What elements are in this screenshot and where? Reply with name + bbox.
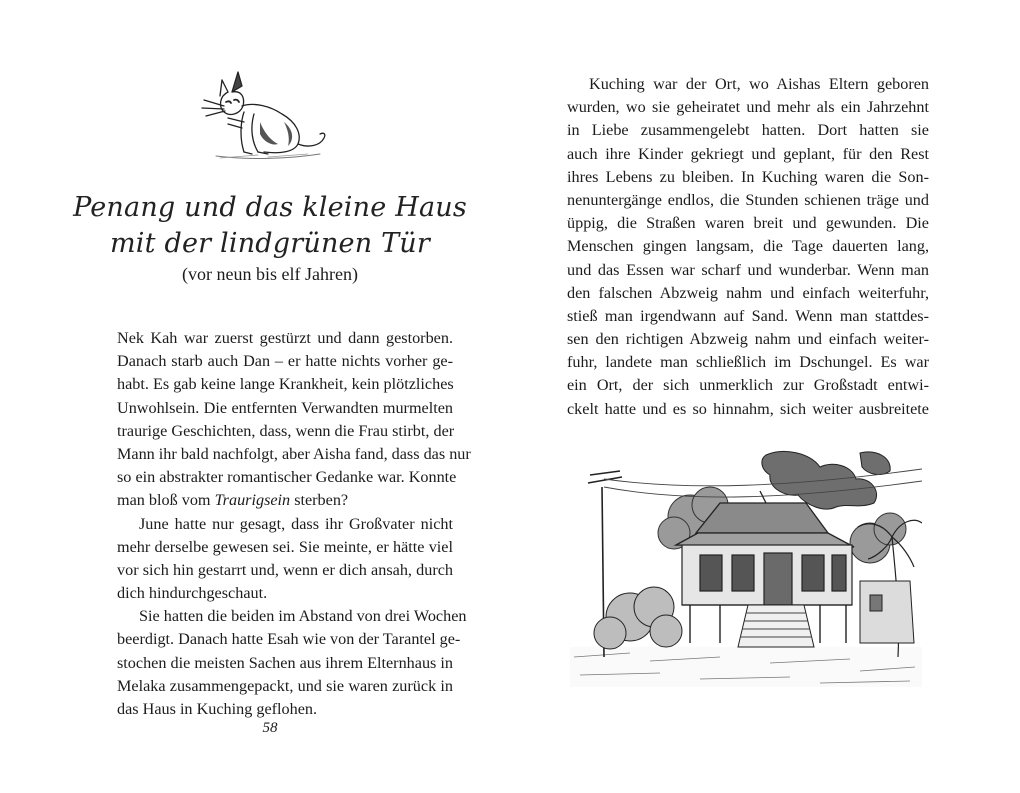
right-body-text — [567, 73, 929, 421]
text-line: habt. Es gab keine lange Krankheit, kein plötzliches — [117, 375, 454, 394]
chapter-subtitle: (vor neun bis elf Jahren) — [182, 264, 358, 284]
chapter-title-line2: mit der lindgrünen Tür — [110, 228, 430, 259]
text-segment: man bloß vom — [117, 491, 215, 510]
text-line: wurden, wo sie geheiratet und mehr als ein Jahrzehnt — [567, 98, 929, 117]
text-line: Unwohlsein. Die entfernten Verwandten murmelten — [117, 398, 453, 417]
text-line: Nek Kah war zuerst gestürzt und dann gestorben. — [117, 329, 453, 347]
text-line: ein Ort, der sich unmerklich zur Großstadt entwi- — [567, 376, 929, 395]
text-segment: sterben? — [290, 491, 349, 510]
text-line: fuhr, landete man schließlich im Dschungel. Es war — [567, 353, 929, 372]
text-line: Mann ihr bald nachfolgt, aber Aisha fand, dass das nur — [117, 444, 471, 463]
text-line: dich hindurchgeschaut. — [117, 584, 268, 603]
text-line: vor sich hin gestarrt und, wenn er dich ansah, durch — [117, 560, 453, 579]
text-line: beerdigt. Danach hatte Esah wie von der Tarantel ge- — [117, 630, 461, 649]
house-sketch-illustration-icon — [570, 447, 922, 687]
text-line: nenuntergänge endlos, die Stunden schienen träge und — [567, 190, 929, 209]
text-line: ihres Lebens zu bleiben. In Kuching waren die Son- — [567, 167, 929, 186]
text-line: auch ihre Kinder gekriegt und geplant, für den Rest — [567, 144, 929, 163]
right-page — [510, 0, 1020, 793]
text-line: so ein abstrakter romantischer Gedanke war. Konnte — [117, 468, 457, 487]
text-line: Kuching war der Ort, wo Aishas Eltern geboren — [589, 75, 929, 93]
text-line: den falschen Abzweig nahm und einfach weiterfuhr, — [567, 283, 929, 302]
text-line: Melaka zusammengepackt, und sie waren zurück in — [117, 676, 453, 695]
text-line: sen den richtigen Abzweig nahm und einfach weiter- — [567, 330, 929, 349]
text-line: das Haus in Kuching geflohen. — [117, 700, 318, 718]
page-number: 58 — [262, 720, 278, 736]
text-line: stieß man irgendwann auf Sand. Wenn man stattdes- — [567, 306, 929, 325]
text-line: in Liebe zusammengelebt hatten. Dort hatten sie — [567, 121, 929, 140]
text-line: Menschen gingen langsam, die Tage dauerten lang, — [567, 237, 929, 256]
text-line: mehr derselbe gewesen sei. Sie meinte, er hätte viel — [117, 537, 453, 556]
text-line: Sie hatten die beiden im Abstand von drei Wochen — [139, 607, 467, 626]
text-line: stochen die meisten Sachen aus ihrem Elternhaus in — [117, 653, 453, 672]
cat-illustration-icon — [198, 62, 338, 164]
text-line: Danach starb auch Dan – er hatte nichts vorher ge- — [117, 352, 453, 371]
left-body-text — [117, 327, 471, 721]
text-line: ckelt hatte und es so hinnahm, sich weiter ausbreitete — [567, 399, 929, 418]
text-line: üppig, die Straßen waren breit und gewunden. Die — [567, 214, 929, 233]
emphasis-text: Traurigsein — [214, 491, 291, 510]
text-line: June hatte nur gesagt, dass ihr Großvater nicht — [139, 514, 453, 533]
chapter-title — [60, 190, 480, 262]
text-line — [117, 489, 453, 512]
text-line: und das Essen war scharf und wunderbar. Wenn man — [567, 260, 929, 279]
chapter-title-line1: Penang und das kleine Haus — [73, 192, 467, 223]
text-line: traurige Geschichten, dass, wenn die Frau stirbt, der — [117, 421, 455, 440]
